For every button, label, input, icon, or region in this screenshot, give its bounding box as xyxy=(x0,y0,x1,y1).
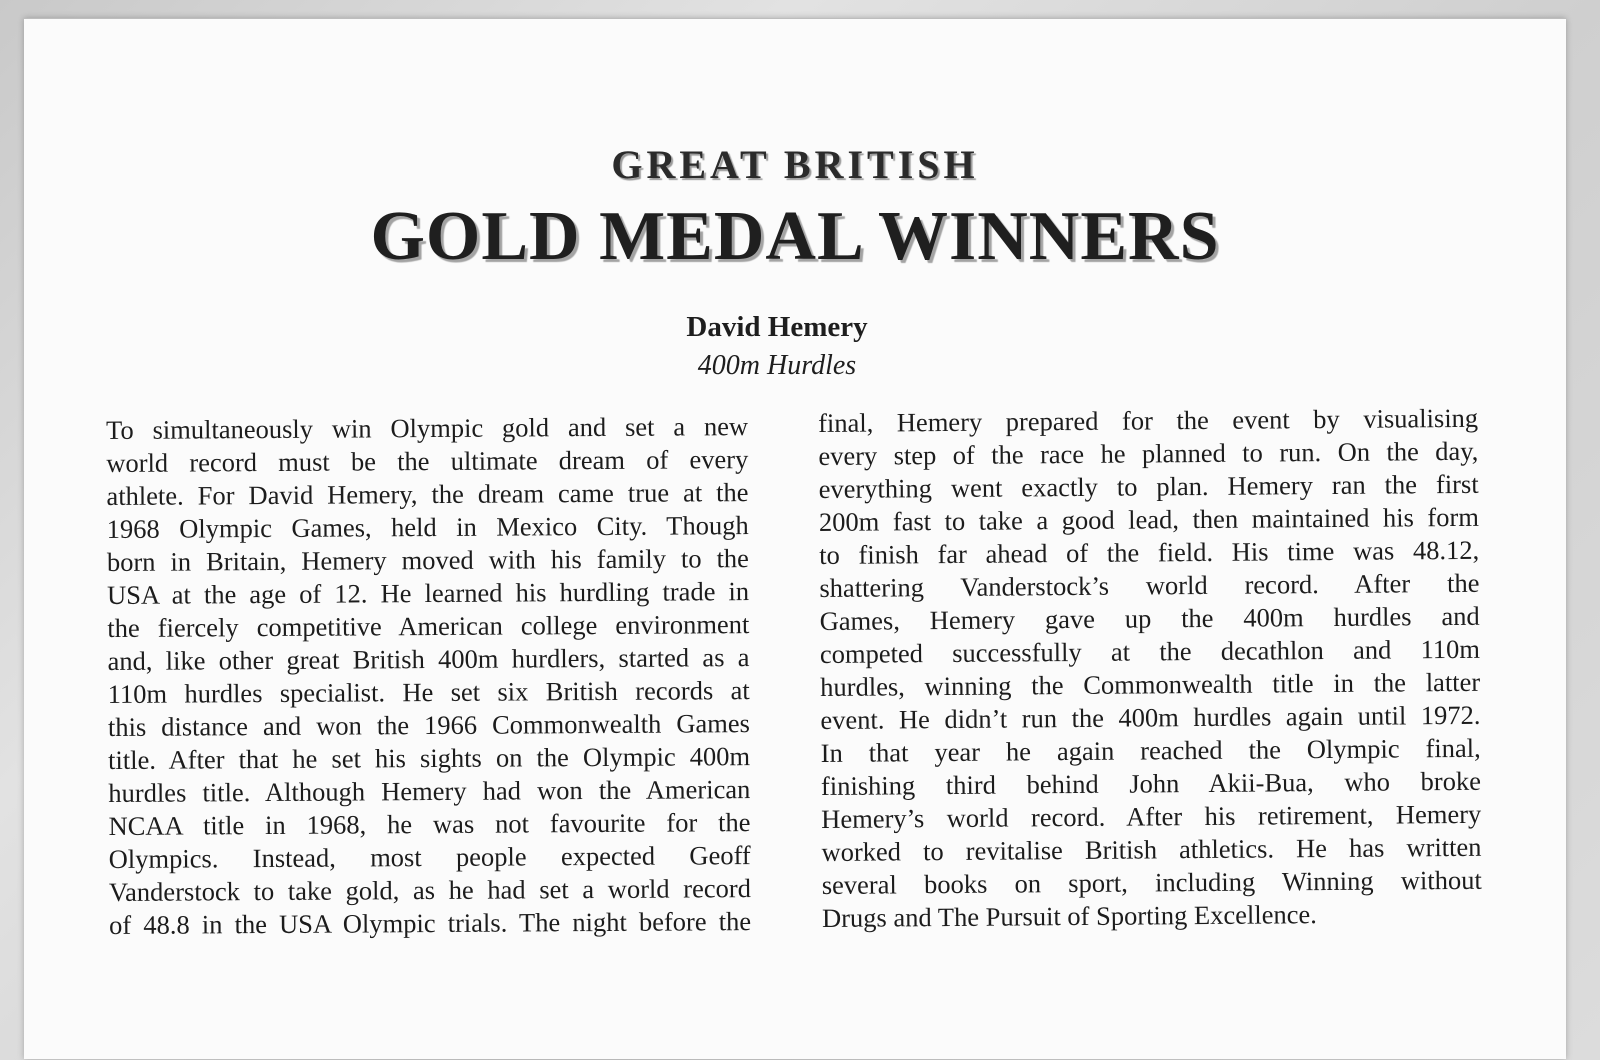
text-line: born in Britain, Hemery moved with his family to the xyxy=(106,543,749,577)
text-line: Vanderstock to take gold, as he had set a world record xyxy=(108,873,751,907)
text-line: finishing third behind John Akii-Bua, who broke xyxy=(820,765,1482,801)
text-line: 200m fast to take a good lead, then maintained his form xyxy=(818,501,1480,537)
text-line: Drugs and The Pursuit of Sporting Excellence. xyxy=(821,899,1317,933)
info-card xyxy=(24,18,1566,1059)
text-line: of 48.8 in the USA Olympic trials. The night before the xyxy=(109,906,752,940)
text-line: Games, Hemery gave up the 400m hurdles and xyxy=(819,600,1480,636)
card-headline: GOLD MEDAL WINNERS xyxy=(370,198,1220,275)
event-name: 400m Hurdles xyxy=(697,350,857,381)
body-column-left xyxy=(106,410,751,942)
text-line: NCAA title in 1968, he was not favourite for the xyxy=(108,807,751,841)
text-line: Hemery’s world record. After his retirement, Hemery xyxy=(821,798,1482,834)
text-line: to finish far ahead of the field. His time was 48.12, xyxy=(819,534,1480,570)
text-line: everything went exactly to plan. Hemery ran the first xyxy=(818,468,1479,504)
athlete-name: David Hemery xyxy=(686,311,868,343)
text-line: every step of the race he planned to run. On the day, xyxy=(818,435,1479,471)
body-column-right xyxy=(818,402,1482,935)
text-line: several books on sport, including Winning without xyxy=(821,864,1482,900)
text-line: competed successfully at the decathlon and 110m xyxy=(819,633,1481,669)
text-line: Olympics. Instead, most people expected Geoff xyxy=(108,840,751,874)
card-kicker: GREAT BRITISH xyxy=(611,142,979,187)
text-line: 1968 Olympic Games, held in Mexico City. Though xyxy=(106,510,749,544)
text-line: hurdles, winning the Commonwealth title in the latter xyxy=(820,666,1481,702)
text-line: In that year he again reached the Olympic final, xyxy=(820,732,1481,768)
text-line: the fiercely competitive American college environment xyxy=(107,609,750,643)
text-line: final, Hemery prepared for the event by visualising xyxy=(818,402,1479,438)
text-line: 110m hurdles specialist. He set six British records at xyxy=(107,675,750,709)
text-line: world record must be the ultimate dream of every xyxy=(106,444,749,478)
text-line: title. After that he set his sights on the Olympic 400m xyxy=(108,741,751,775)
text-line: USA at the age of 12. He learned his hurdling trade in xyxy=(107,576,750,610)
text-line: worked to revitalise British athletics. He has written xyxy=(821,831,1482,867)
text-line: athlete. For David Hemery, the dream came true at the xyxy=(106,477,749,511)
text-line: this distance and won the 1966 Commonwealth Games xyxy=(107,708,750,742)
text-line: To simultaneously win Olympic gold and set a new xyxy=(106,411,749,445)
text-line: event. He didn’t run the 400m hurdles again until 1972. xyxy=(820,699,1481,735)
text-line: hurdles title. Although Hemery had won the American xyxy=(108,774,751,808)
text-line: and, like other great British 400m hurdlers, started as a xyxy=(107,642,750,676)
text-line: shattering Vanderstock’s world record. After the xyxy=(819,567,1480,603)
